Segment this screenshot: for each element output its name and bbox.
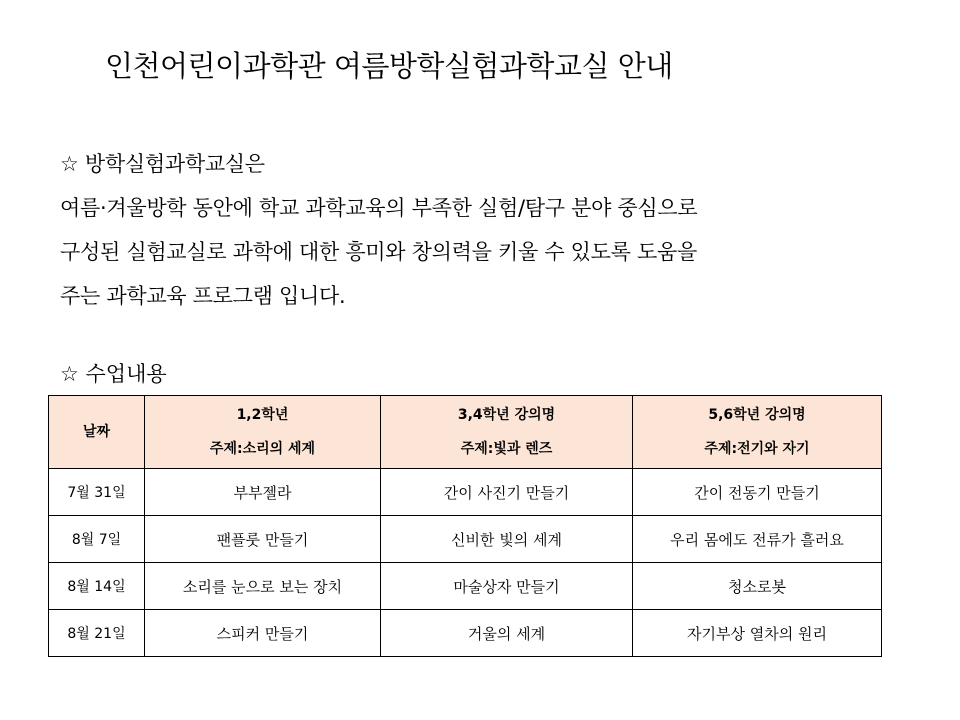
page-title: 인천어린이과학관 여름방학실험과학교실 안내: [105, 49, 673, 83]
header-grade-1-2-label: 1,2학년: [236, 407, 289, 423]
table-row: [49, 610, 882, 657]
intro-line-2: 구성된 실험교실로 과학에 대한 흥미와 창의력을 키울 수 있도록 도움을: [60, 240, 697, 264]
row-grade-3-4-class: 마술상자 만들기: [381, 563, 633, 610]
intro-section: [60, 142, 920, 318]
row-grade-3-4-class: 거울의 세계: [381, 610, 633, 657]
row-grade-1-2-class: 부부젤라: [145, 469, 381, 516]
row-grade-5-6-class: 간이 전동기 만들기: [633, 469, 882, 516]
row-date: 8월 14일: [49, 563, 145, 610]
header-date-label: 날짜: [82, 424, 111, 440]
table-row: [49, 516, 882, 563]
header-grade-1-2-theme: 주제:소리의 세계: [209, 441, 316, 457]
header-grade-5-6-theme: 주제:전기와 자기: [704, 441, 810, 457]
row-grade-1-2-class: 스피커 만들기: [145, 610, 381, 657]
row-grade-5-6-class: 자기부상 열차의 원리: [633, 610, 882, 657]
header-grade-1-2: [145, 396, 381, 469]
header-grade-3-4-theme: 주제:빛과 렌즈: [460, 441, 553, 457]
table-row: [49, 469, 882, 516]
header-grade-5-6: [633, 396, 882, 469]
header-date: [49, 396, 145, 469]
row-grade-3-4-class: 간이 사진기 만들기: [381, 469, 633, 516]
row-grade-5-6-class: 청소로봇: [633, 563, 882, 610]
header-grade-5-6-label: 5,6학년 강의명: [708, 407, 806, 423]
row-date: 7월 31일: [49, 469, 145, 516]
header-grade-3-4: [381, 396, 633, 469]
header-grade-3-4-label: 3,4학년 강의명: [457, 407, 556, 423]
row-grade-3-4-class: 신비한 빛의 세계: [381, 516, 633, 563]
row-date: 8월 7일: [49, 516, 145, 563]
row-grade-1-2-class: 소리를 눈으로 보는 장치: [145, 563, 381, 610]
table-header-row: [49, 396, 882, 469]
table-row: [49, 563, 882, 610]
schedule-table: [48, 395, 882, 657]
schedule-heading: ☆ 수업내용: [60, 362, 167, 386]
row-grade-5-6-class: 우리 몸에도 전류가 흘러요: [633, 516, 882, 563]
row-grade-1-2-class: 팬플룻 만들기: [145, 516, 381, 563]
intro-heading: ☆ 방학실험과학교실은: [60, 152, 265, 176]
intro-line-1: 여름·겨울방학 동안에 학교 과학교육의 부족한 실험/탐구 분야 중심으로: [60, 196, 698, 220]
row-date: 8월 21일: [49, 610, 145, 657]
intro-line-3: 주는 과학교육 프로그램 입니다.: [60, 284, 346, 308]
